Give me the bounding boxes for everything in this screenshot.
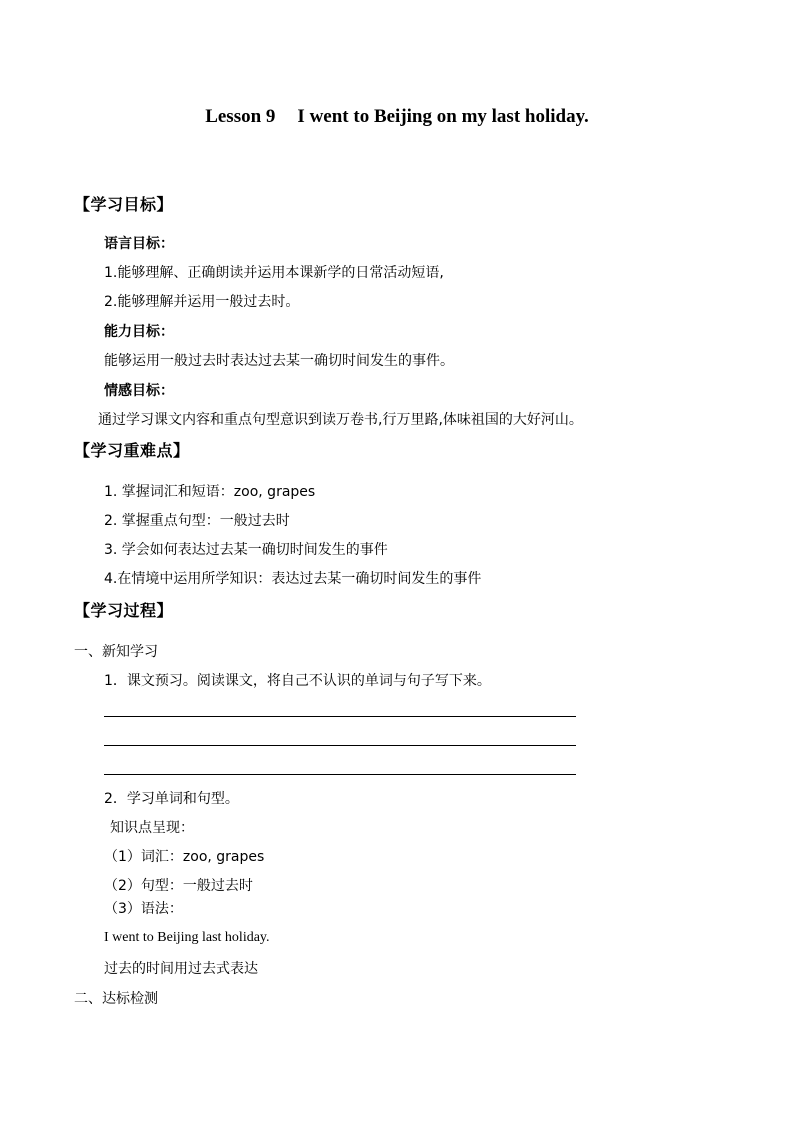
lesson-sentence: I went to Beijing on my last holiday. <box>297 106 589 127</box>
key-points-heading: 【学习重难点】 <box>74 441 190 460</box>
emotion-objective-text: 通过学习课文内容和重点句型意识到读万卷书,行万里路,体味祖国的大好河山。 <box>98 412 583 428</box>
knowledge-label: 知识点呈现： <box>110 820 194 836</box>
key-point-item-1: 1. 掌握词汇和短语：zoo, grapes <box>104 484 316 500</box>
answer-line-2[interactable] <box>104 745 576 746</box>
example-sentence: I went to Beijing last holiday. <box>104 930 270 945</box>
language-objective-label: 语言目标： <box>104 236 174 252</box>
page-title <box>0 106 794 128</box>
language-objective-item-2: 2.能够理解并运用一般过去时。 <box>104 294 300 310</box>
process-heading: 【学习过程】 <box>74 601 174 620</box>
sentence-pattern-item: （2）句型：一般过去时 <box>104 878 253 894</box>
language-objective-item-1: 1.能够理解、正确朗读并运用本课新学的日常活动短语, <box>104 265 444 281</box>
step-1-text: 1．课文预习。阅读课文，将自己不认识的单词与句子写下来。 <box>104 673 491 689</box>
key-point-item-2: 2. 掌握重点句型：一般过去时 <box>104 513 290 529</box>
grammar-note: 过去的时间用过去式表达 <box>104 961 258 977</box>
ability-objective-text: 能够运用一般过去时表达过去某一确切时间发生的事件。 <box>104 353 454 369</box>
vocabulary-item: （1）词汇：zoo, grapes <box>104 849 265 865</box>
objectives-heading: 【学习目标】 <box>74 195 174 214</box>
part-2-heading: 二、达标检测 <box>74 991 158 1007</box>
part-1-heading: 一、新知学习 <box>74 644 158 660</box>
step-2-text: 2．学习单词和句型。 <box>104 791 239 807</box>
emotion-objective-label: 情感目标： <box>104 383 174 399</box>
answer-line-1[interactable] <box>104 716 576 717</box>
answer-line-3[interactable] <box>104 774 576 775</box>
ability-objective-label: 能力目标： <box>104 324 174 340</box>
key-point-item-4: 4.在情境中运用所学知识：表达过去某一确切时间发生的事件 <box>104 571 482 587</box>
key-point-item-3: 3. 学会如何表达过去某一确切时间发生的事件 <box>104 542 388 558</box>
grammar-item: （3）语法： <box>104 901 183 917</box>
lesson-number: Lesson 9 <box>205 106 276 127</box>
